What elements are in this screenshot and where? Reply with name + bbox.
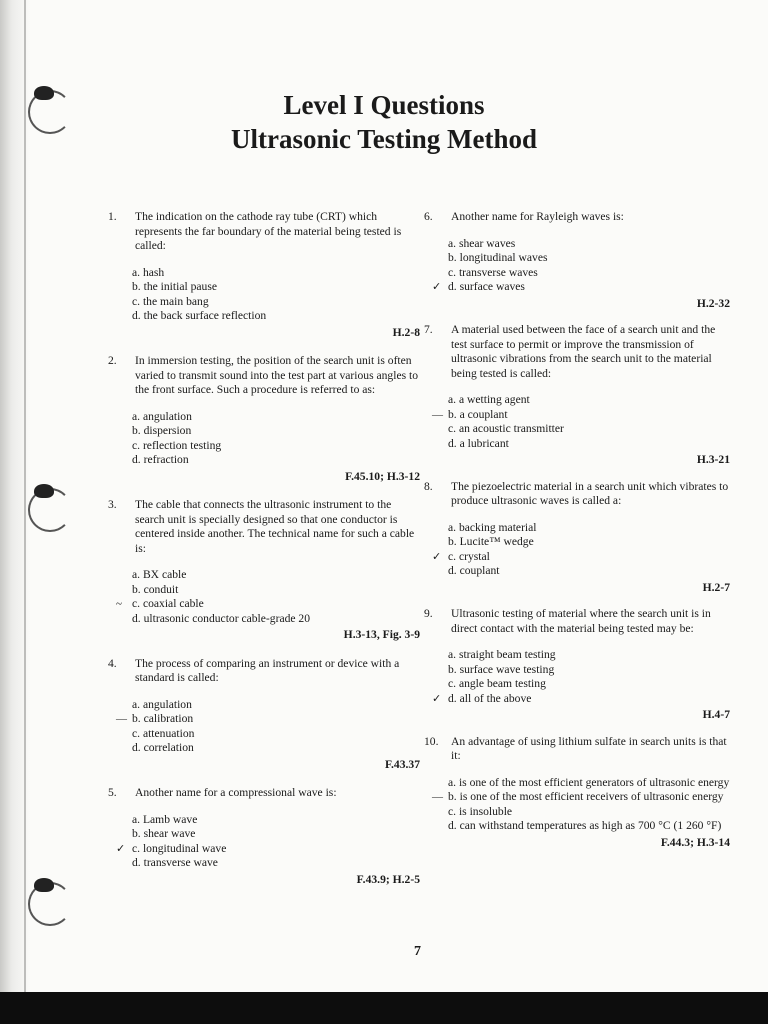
option: d. correlation bbox=[132, 741, 194, 754]
option-text: c. coaxial cable bbox=[132, 597, 204, 610]
answer-mark-icon: ✓ bbox=[432, 281, 442, 293]
question-3 bbox=[108, 498, 420, 643]
scan-bottom-edge bbox=[0, 992, 768, 1024]
option-list bbox=[116, 568, 420, 626]
question-2 bbox=[108, 354, 420, 484]
option-answered bbox=[432, 691, 730, 707]
question-8 bbox=[424, 480, 730, 596]
option: d. transverse wave bbox=[132, 856, 218, 869]
option-text: b. is one of the most efficient receivers of ultrasonic energy bbox=[448, 790, 724, 803]
left-column bbox=[108, 210, 420, 887]
option-list bbox=[432, 236, 730, 295]
option-text: c. crystal bbox=[448, 549, 490, 563]
option-list bbox=[132, 410, 420, 468]
question-stem: Another name for a compressional wave is: bbox=[135, 786, 337, 799]
question-number: 4. bbox=[108, 656, 117, 670]
answer-mark-icon: — bbox=[432, 791, 443, 803]
option: b. longitudinal waves bbox=[448, 251, 548, 264]
question-number: 1. bbox=[108, 210, 117, 223]
reference: H.4-7 bbox=[702, 708, 730, 721]
question-stem: An advantage of using lithium sulfate in search units is that it: bbox=[451, 734, 727, 762]
question-stem: Ultrasonic testing of material where the search unit is in direct contact with the material being tested may be: bbox=[451, 607, 711, 635]
option: c. attenuation bbox=[132, 726, 195, 740]
punch-hole-icon bbox=[28, 882, 72, 926]
option: c. the main bang bbox=[132, 294, 209, 308]
option: d. refraction bbox=[132, 453, 189, 466]
option: a. is one of the most efficient generators of ultrasonic energy bbox=[448, 775, 730, 789]
question-number: 6. bbox=[424, 210, 433, 223]
option: a. a wetting agent bbox=[448, 393, 530, 406]
option-answered bbox=[432, 790, 730, 805]
question-number: 3. bbox=[108, 498, 117, 511]
question-9 bbox=[424, 607, 730, 723]
page-number: 7 bbox=[414, 944, 421, 959]
reference: F.45.10; H.3-12 bbox=[345, 469, 420, 483]
reference: F.43.37 bbox=[384, 757, 420, 771]
question-4 bbox=[108, 657, 420, 773]
reference: F.43.9; H.2-5 bbox=[356, 872, 420, 886]
question-stem: The piezoelectric material in a search unit which vibrates to produce ultrasonic waves is called a: bbox=[451, 479, 729, 507]
option-list bbox=[432, 775, 730, 834]
answer-mark-icon: — bbox=[432, 408, 443, 421]
question-number: 8. bbox=[424, 479, 433, 493]
option-answered bbox=[432, 280, 730, 295]
question-5 bbox=[108, 786, 420, 887]
option: b. surface wave testing bbox=[448, 662, 555, 676]
reference: H.2-7 bbox=[702, 580, 730, 594]
option: a. hash bbox=[132, 265, 165, 279]
option: a. Lamb wave bbox=[132, 812, 198, 826]
option-list bbox=[132, 266, 420, 324]
punch-hole-icon bbox=[28, 488, 72, 532]
question-number: 2. bbox=[108, 354, 117, 367]
reference: H.3-13, Fig. 3-9 bbox=[343, 628, 420, 641]
option-answered bbox=[432, 549, 730, 565]
question-number: 5. bbox=[108, 786, 117, 799]
answer-mark-icon: ✓ bbox=[432, 692, 442, 705]
right-column bbox=[424, 210, 730, 850]
option-text: c. longitudinal wave bbox=[132, 841, 227, 855]
option-list bbox=[432, 393, 730, 451]
question-7 bbox=[424, 323, 730, 468]
option-text: d. all of the above bbox=[448, 691, 532, 705]
option: c. an acoustic transmitter bbox=[448, 422, 564, 435]
question-stem: Another name for Rayleigh waves is: bbox=[451, 210, 624, 223]
option-text: b. calibration bbox=[132, 712, 194, 725]
option: d. couplant bbox=[448, 564, 500, 577]
question-stem: The indication on the cathode ray tube (CRT) which represents the far boundary of the material being tested is called: bbox=[135, 210, 402, 252]
question-stem: A material used between the face of a search unit and the test surface to permit or improve the transmission of ultrasonic vibrations from the search unit to the material being tested is called: bbox=[451, 323, 716, 380]
question-number: 10. bbox=[424, 734, 439, 748]
option: b. shear wave bbox=[132, 827, 196, 840]
answer-mark-icon: ~ bbox=[116, 598, 122, 610]
option: d. the back surface reflection bbox=[132, 309, 267, 322]
title-line-1: Level I Questions bbox=[283, 90, 485, 120]
option: a. backing material bbox=[448, 520, 537, 534]
reference: H.2-32 bbox=[696, 296, 730, 310]
option: a. straight beam testing bbox=[448, 648, 556, 661]
reference: F.44.3; H.3-14 bbox=[660, 835, 730, 849]
answer-mark-icon: ✓ bbox=[432, 550, 442, 563]
option: c. angle beam testing bbox=[448, 677, 546, 690]
option-answered bbox=[116, 597, 420, 612]
option-answered bbox=[432, 407, 730, 423]
option: a. angulation bbox=[132, 697, 192, 711]
question-stem: In immersion testing, the position of the search unit is often varied to transmit sound into the test part at various angles to the front surface. Such a procedure is referred to as: bbox=[135, 354, 419, 396]
question-number: 7. bbox=[424, 323, 433, 336]
option: d. can withstand temperatures as high as 700 °C (1 260 °F) bbox=[448, 819, 722, 832]
option-text: d. surface waves bbox=[448, 280, 525, 293]
option: b. the initial pause bbox=[132, 280, 218, 293]
option: b. Lucite™ wedge bbox=[448, 535, 534, 548]
option-list bbox=[116, 812, 420, 871]
question-1 bbox=[108, 210, 420, 340]
reference: H.2-8 bbox=[392, 325, 420, 339]
question-6 bbox=[424, 210, 730, 311]
question-10 bbox=[424, 735, 730, 851]
answer-mark-icon: ✓ bbox=[116, 842, 126, 855]
option-answered bbox=[116, 712, 420, 727]
page-title bbox=[0, 88, 768, 156]
option-text: b. a couplant bbox=[448, 407, 508, 421]
question-stem: The process of comparing an instrument or device with a standard is called: bbox=[135, 656, 400, 684]
option: a. shear waves bbox=[448, 236, 516, 250]
option-list bbox=[432, 648, 730, 706]
option: a. angulation bbox=[132, 409, 192, 423]
option-list bbox=[432, 520, 730, 579]
answer-mark-icon: — bbox=[116, 713, 127, 725]
option: b. conduit bbox=[132, 582, 179, 596]
option: b. dispersion bbox=[132, 424, 192, 437]
option: a. BX cable bbox=[132, 568, 187, 581]
option-answered bbox=[116, 841, 420, 857]
title-line-2: Ultrasonic Testing Method bbox=[230, 124, 538, 154]
option: c. is insoluble bbox=[448, 804, 513, 818]
question-stem: The cable that connects the ultrasonic instrument to the search unit is specially designed so that one conductor is centered inside another. The technical name for such a cable is: bbox=[135, 498, 415, 555]
option-list bbox=[116, 697, 420, 756]
question-number: 9. bbox=[424, 607, 433, 620]
option: d. ultrasonic conductor cable-grade 20 bbox=[132, 611, 311, 625]
option: d. a lubricant bbox=[448, 436, 509, 450]
option: c. transverse waves bbox=[448, 265, 538, 279]
reference: H.3-21 bbox=[696, 453, 730, 466]
option: c. reflection testing bbox=[132, 438, 222, 452]
